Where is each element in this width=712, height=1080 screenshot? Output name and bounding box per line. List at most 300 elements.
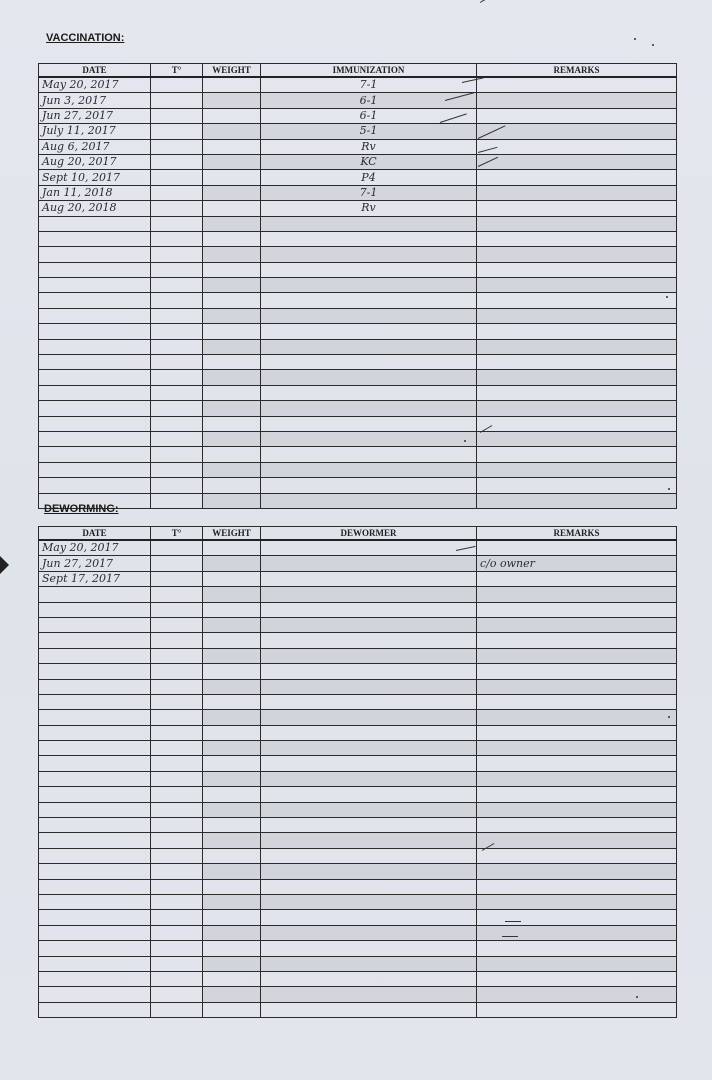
- vaccination-cell-mid: [261, 401, 477, 416]
- vaccination-cell-temp: [151, 462, 203, 477]
- vaccination-cell-temp: [151, 262, 203, 277]
- deworming-header-remarks: REMARKS: [477, 527, 677, 541]
- deworming-cell-temp: [151, 971, 203, 986]
- vaccination-cell-temp: [151, 355, 203, 370]
- deworming-cell-weight: [203, 833, 261, 848]
- vaccination-cell-temp: [151, 154, 203, 169]
- deworming-cell-weight: [203, 971, 261, 986]
- deworming-cell-mid: [261, 587, 477, 602]
- vaccination-cell-date: [39, 447, 151, 462]
- vaccination-row: [39, 124, 677, 139]
- vaccination-cell-weight: [203, 293, 261, 308]
- deworming-cell-temp: [151, 756, 203, 771]
- vaccination-cell-weight: [203, 216, 261, 231]
- deworming-row: [39, 787, 677, 802]
- vaccination-handwritten-date: Aug 20, 2018: [42, 201, 117, 215]
- vaccination-cell-remarks: [477, 139, 677, 154]
- deworming-row: [39, 833, 677, 848]
- vaccination-handwritten-date: May 20, 2017: [42, 78, 119, 92]
- deworming-cell-weight: [203, 771, 261, 786]
- deworming-cell-date: [39, 987, 151, 1002]
- vaccination-cell-temp: [151, 431, 203, 446]
- deworming-cell-temp: [151, 864, 203, 879]
- deworming-cell-weight: [203, 710, 261, 725]
- vaccination-cell-mid: [261, 385, 477, 400]
- vaccination-cell-mid: [261, 370, 477, 385]
- deworming-cell-weight: [203, 925, 261, 940]
- vaccination-cell-temp: [151, 139, 203, 154]
- vaccination-cell-date: [39, 216, 151, 231]
- vaccination-handwritten-date: Jun 27, 2017: [42, 108, 114, 122]
- deworming-cell-temp: [151, 602, 203, 617]
- deworming-cell-weight: [203, 556, 261, 571]
- vaccination-handwritten-immunization: 5-1: [359, 124, 378, 138]
- deworming-cell-date: [39, 864, 151, 879]
- vaccination-cell-date: [39, 462, 151, 477]
- deworming-cell-temp: [151, 679, 203, 694]
- vaccination-cell-weight: [203, 416, 261, 431]
- vaccination-cell-mid: [261, 216, 477, 231]
- deworming-handwritten-date: Sept 17, 2017: [42, 571, 120, 585]
- vaccination-cell-date: [39, 77, 151, 93]
- vaccination-cell-mid: [261, 185, 477, 200]
- deworming-cell-remarks: [477, 633, 677, 648]
- vaccination-cell-date: [39, 324, 151, 339]
- vaccination-handwritten-immunization: P4: [361, 170, 376, 184]
- deworming-cell-mid: [261, 617, 477, 632]
- vaccination-cell-mid: [261, 293, 477, 308]
- deworming-row: [39, 679, 677, 694]
- deworming-cell-remarks: [477, 602, 677, 617]
- vaccination-cell-weight: [203, 355, 261, 370]
- deworming-cell-date: [39, 602, 151, 617]
- deworming-cell-date: [39, 925, 151, 940]
- deworming-cell-mid: [261, 818, 477, 833]
- vaccination-cell-weight: [203, 493, 261, 508]
- deworming-cell-remarks: [477, 710, 677, 725]
- vaccination-row: [39, 93, 677, 108]
- deworming-cell-mid: [261, 956, 477, 971]
- deworming-cell-mid: [261, 802, 477, 817]
- deworming-cell-remarks: [477, 741, 677, 756]
- vaccination-cell-weight: [203, 447, 261, 462]
- deworming-cell-mid: [261, 741, 477, 756]
- deworming-cell-mid: [261, 833, 477, 848]
- deworming-cell-temp: [151, 540, 203, 556]
- deworming-cell-mid: [261, 771, 477, 786]
- vaccination-cell-mid: [261, 447, 477, 462]
- deworming-cell-remarks: [477, 587, 677, 602]
- ink-speck: [666, 296, 668, 298]
- vaccination-handwritten-immunization: 7-1: [359, 78, 378, 92]
- deworming-row: [39, 894, 677, 909]
- vaccination-cell-mid: [261, 139, 477, 154]
- deworming-cell-weight: [203, 694, 261, 709]
- vaccination-handwritten-immunization: Rv: [361, 139, 376, 153]
- vaccination-cell-mid: [261, 416, 477, 431]
- deworming-cell-weight: [203, 848, 261, 863]
- deworming-cell-remarks: [477, 617, 677, 632]
- dash-mark: [480, 0, 491, 3]
- vaccination-handwritten-date: Aug 20, 2017: [42, 155, 117, 169]
- vaccination-cell-date: [39, 170, 151, 185]
- vaccination-cell-remarks: [477, 339, 677, 354]
- deworming-handwritten-date: Jun 27, 2017: [42, 556, 114, 570]
- vaccination-cell-mid: [261, 278, 477, 293]
- deworming-cell-mid: [261, 894, 477, 909]
- vaccination-cell-weight: [203, 185, 261, 200]
- vaccination-cell-temp: [151, 401, 203, 416]
- vaccination-cell-weight: [203, 324, 261, 339]
- deworming-cell-mid: [261, 864, 477, 879]
- deworming-cell-temp: [151, 571, 203, 586]
- deworming-cell-date: [39, 556, 151, 571]
- deworming-cell-mid: [261, 971, 477, 986]
- vaccination-row: [39, 154, 677, 169]
- deworming-row: [39, 987, 677, 1002]
- deworming-row: [39, 633, 677, 648]
- deworming-row: [39, 910, 677, 925]
- deworming-cell-weight: [203, 987, 261, 1002]
- deworming-cell-weight: [203, 725, 261, 740]
- vaccination-cell-temp: [151, 77, 203, 93]
- deworming-row: [39, 664, 677, 679]
- vaccination-row: [39, 231, 677, 246]
- deworming-cell-remarks: [477, 664, 677, 679]
- vaccination-cell-temp: [151, 324, 203, 339]
- vaccination-cell-remarks: [477, 324, 677, 339]
- vaccination-cell-remarks: [477, 77, 677, 93]
- deworming-row: [39, 848, 677, 863]
- deworming-cell-weight: [203, 741, 261, 756]
- vaccination-cell-remarks: [477, 185, 677, 200]
- vaccination-header-row: [39, 64, 677, 78]
- deworming-cell-mid: [261, 725, 477, 740]
- deworming-table: [38, 526, 677, 1018]
- vaccination-row: [39, 139, 677, 154]
- vaccination-cell-temp: [151, 385, 203, 400]
- vaccination-cell-weight: [203, 108, 261, 123]
- deworming-cell-temp: [151, 556, 203, 571]
- deworming-cell-temp: [151, 956, 203, 971]
- deworming-cell-temp: [151, 741, 203, 756]
- deworming-cell-remarks: [477, 864, 677, 879]
- vaccination-cell-remarks: [477, 262, 677, 277]
- ink-speck: [668, 716, 670, 718]
- deworming-cell-date: [39, 771, 151, 786]
- vaccination-cell-date: [39, 139, 151, 154]
- vaccination-cell-remarks: [477, 370, 677, 385]
- vaccination-cell-temp: [151, 93, 203, 108]
- deworming-cell-temp: [151, 879, 203, 894]
- vaccination-cell-weight: [203, 154, 261, 169]
- vaccination-cell-temp: [151, 170, 203, 185]
- deworming-cell-temp: [151, 833, 203, 848]
- vaccination-row: [39, 478, 677, 493]
- dash-mark: [502, 936, 518, 937]
- vaccination-row: [39, 324, 677, 339]
- vaccination-cell-weight: [203, 170, 261, 185]
- deworming-row: [39, 725, 677, 740]
- deworming-cell-date: [39, 833, 151, 848]
- deworming-cell-weight: [203, 879, 261, 894]
- deworming-cell-temp: [151, 802, 203, 817]
- vaccination-cell-remarks: [477, 431, 677, 446]
- vaccination-cell-temp: [151, 493, 203, 508]
- deworming-row: [39, 540, 677, 556]
- ink-speck: [652, 44, 654, 46]
- deworming-cell-date: [39, 941, 151, 956]
- vaccination-row: [39, 431, 677, 446]
- deworming-row: [39, 879, 677, 894]
- deworming-cell-weight: [203, 617, 261, 632]
- vaccination-cell-remarks: [477, 154, 677, 169]
- deworming-cell-mid: [261, 648, 477, 663]
- deworming-cell-weight: [203, 679, 261, 694]
- vaccination-cell-date: [39, 308, 151, 323]
- deworming-cell-weight: [203, 787, 261, 802]
- deworming-title: DEWORMING:: [44, 503, 119, 515]
- vaccination-cell-weight: [203, 385, 261, 400]
- deworming-cell-temp: [151, 617, 203, 632]
- vaccination-cell-date: [39, 355, 151, 370]
- vaccination-cell-remarks: [477, 124, 677, 139]
- deworming-row: [39, 864, 677, 879]
- vaccination-cell-temp: [151, 216, 203, 231]
- deworming-cell-temp: [151, 633, 203, 648]
- deworming-cell-mid: [261, 879, 477, 894]
- deworming-cell-remarks: [477, 556, 677, 571]
- vaccination-cell-mid: [261, 308, 477, 323]
- deworming-cell-mid: [261, 694, 477, 709]
- deworming-cell-mid: [261, 987, 477, 1002]
- vaccination-row: [39, 355, 677, 370]
- vaccination-cell-date: [39, 93, 151, 108]
- deworming-cell-remarks: [477, 894, 677, 909]
- deworming-cell-temp: [151, 925, 203, 940]
- vaccination-title: VACCINATION:: [46, 32, 125, 44]
- vaccination-row: [39, 447, 677, 462]
- vaccination-row: [39, 416, 677, 431]
- deworming-cell-date: [39, 694, 151, 709]
- vaccination-row: [39, 170, 677, 185]
- vaccination-cell-remarks: [477, 93, 677, 108]
- deworming-cell-date: [39, 879, 151, 894]
- deworming-cell-date: [39, 664, 151, 679]
- deworming-cell-mid: [261, 925, 477, 940]
- vaccination-cell-remarks: [477, 355, 677, 370]
- vaccination-cell-remarks: [477, 462, 677, 477]
- vaccination-cell-weight: [203, 201, 261, 216]
- vaccination-row: [39, 108, 677, 123]
- vaccination-cell-date: [39, 478, 151, 493]
- vaccination-row: [39, 370, 677, 385]
- vaccination-cell-weight: [203, 278, 261, 293]
- vaccination-handwritten-immunization: Rv: [361, 201, 376, 215]
- vaccination-cell-weight: [203, 93, 261, 108]
- deworming-cell-remarks: [477, 879, 677, 894]
- vaccination-cell-weight: [203, 462, 261, 477]
- vaccination-handwritten-date: Jun 3, 2017: [42, 93, 107, 107]
- deworming-cell-mid: [261, 941, 477, 956]
- ink-speck: [668, 488, 670, 490]
- deworming-cell-temp: [151, 787, 203, 802]
- deworming-cell-remarks: [477, 971, 677, 986]
- vaccination-row: [39, 247, 677, 262]
- deworming-cell-date: [39, 587, 151, 602]
- vaccination-cell-weight: [203, 308, 261, 323]
- vaccination-cell-weight: [203, 370, 261, 385]
- deworming-cell-temp: [151, 941, 203, 956]
- deworming-cell-remarks: [477, 679, 677, 694]
- vaccination-cell-temp: [151, 278, 203, 293]
- deworming-cell-temp: [151, 725, 203, 740]
- deworming-cell-mid: [261, 556, 477, 571]
- vaccination-row: [39, 385, 677, 400]
- deworming-cell-temp: [151, 710, 203, 725]
- vaccination-handwritten-immunization: 6-1: [359, 108, 378, 122]
- deworming-cell-date: [39, 910, 151, 925]
- vaccination-row: [39, 308, 677, 323]
- deworming-cell-weight: [203, 602, 261, 617]
- vaccination-cell-temp: [151, 447, 203, 462]
- deworming-cell-date: [39, 571, 151, 586]
- vaccination-cell-date: [39, 231, 151, 246]
- deworming-cell-weight: [203, 571, 261, 586]
- deworming-cell-weight: [203, 818, 261, 833]
- deworming-cell-temp: [151, 987, 203, 1002]
- deworming-cell-mid: [261, 602, 477, 617]
- deworming-cell-date: [39, 633, 151, 648]
- vaccination-cell-weight: [203, 77, 261, 93]
- vaccination-header-remarks: REMARKS: [477, 64, 677, 78]
- vaccination-cell-date: [39, 262, 151, 277]
- deworming-cell-remarks: [477, 571, 677, 586]
- deworming-cell-date: [39, 894, 151, 909]
- deworming-cell-weight: [203, 864, 261, 879]
- vaccination-cell-weight: [203, 339, 261, 354]
- deworming-cell-remarks: [477, 725, 677, 740]
- deworming-cell-date: [39, 1002, 151, 1017]
- deworming-cell-date: [39, 617, 151, 632]
- vaccination-cell-date: [39, 185, 151, 200]
- deworming-cell-remarks: [477, 802, 677, 817]
- vaccination-row: [39, 339, 677, 354]
- vaccination-header-weight: WEIGHT: [203, 64, 261, 78]
- deworming-cell-remarks: [477, 771, 677, 786]
- deworming-cell-mid: [261, 664, 477, 679]
- vaccination-cell-remarks: [477, 401, 677, 416]
- deworming-cell-temp: [151, 771, 203, 786]
- deworming-cell-date: [39, 679, 151, 694]
- vaccination-cell-remarks: [477, 308, 677, 323]
- vaccination-cell-weight: [203, 124, 261, 139]
- deworming-cell-temp: [151, 1002, 203, 1017]
- vaccination-cell-weight: [203, 247, 261, 262]
- deworming-row: [39, 694, 677, 709]
- deworming-row: [39, 802, 677, 817]
- ink-speck: [464, 440, 466, 442]
- vaccination-cell-temp: [151, 339, 203, 354]
- deworming-cell-mid: [261, 633, 477, 648]
- deworming-cell-mid: [261, 848, 477, 863]
- vaccination-cell-date: [39, 154, 151, 169]
- vaccination-cell-mid: [261, 170, 477, 185]
- vaccination-cell-temp: [151, 201, 203, 216]
- vaccination-cell-date: [39, 278, 151, 293]
- vaccination-cell-temp: [151, 370, 203, 385]
- vaccination-cell-temp: [151, 293, 203, 308]
- deworming-cell-remarks: [477, 910, 677, 925]
- deworming-cell-temp: [151, 848, 203, 863]
- vaccination-cell-date: [39, 247, 151, 262]
- deworming-cell-date: [39, 710, 151, 725]
- ink-speck: [634, 38, 636, 40]
- vaccination-row: [39, 493, 677, 508]
- deworming-cell-remarks: [477, 925, 677, 940]
- deworming-cell-date: [39, 756, 151, 771]
- vaccination-cell-temp: [151, 231, 203, 246]
- vaccination-header-immunization: IMMUNIZATION: [261, 64, 477, 78]
- deworming-row: [39, 771, 677, 786]
- deworming-handwritten-remarks: c/o owner: [480, 556, 535, 570]
- vaccination-cell-temp: [151, 308, 203, 323]
- deworming-header-date: DATE: [39, 527, 151, 541]
- deworming-cell-temp: [151, 648, 203, 663]
- vaccination-cell-mid: [261, 493, 477, 508]
- deworming-cell-remarks: [477, 694, 677, 709]
- deworming-cell-date: [39, 848, 151, 863]
- deworming-cell-weight: [203, 802, 261, 817]
- vaccination-cell-remarks: [477, 447, 677, 462]
- deworming-cell-date: [39, 956, 151, 971]
- vaccination-cell-mid: [261, 124, 477, 139]
- deworming-cell-date: [39, 725, 151, 740]
- vaccination-cell-temp: [151, 124, 203, 139]
- deworming-row: [39, 556, 677, 571]
- vaccination-row: [39, 77, 677, 93]
- deworming-row: [39, 818, 677, 833]
- vaccination-cell-date: [39, 201, 151, 216]
- deworming-row: [39, 956, 677, 971]
- deworming-cell-weight: [203, 894, 261, 909]
- deworming-row: [39, 971, 677, 986]
- deworming-handwritten-date: May 20, 2017: [42, 541, 119, 555]
- deworming-cell-weight: [203, 633, 261, 648]
- vaccination-cell-mid: [261, 355, 477, 370]
- vaccination-cell-remarks: [477, 201, 677, 216]
- vaccination-row: [39, 185, 677, 200]
- vaccination-cell-remarks: [477, 293, 677, 308]
- deworming-cell-weight: [203, 756, 261, 771]
- vaccination-cell-mid: [261, 431, 477, 446]
- vaccination-cell-mid: [261, 201, 477, 216]
- dash-mark: [505, 921, 521, 922]
- deworming-cell-weight: [203, 1002, 261, 1017]
- vaccination-cell-temp: [151, 108, 203, 123]
- page-edge-tab: [0, 556, 9, 574]
- vaccination-row: [39, 201, 677, 216]
- deworming-cell-weight: [203, 648, 261, 663]
- deworming-row: [39, 1002, 677, 1017]
- deworming-header-temp: T°: [151, 527, 203, 541]
- deworming-cell-remarks: [477, 848, 677, 863]
- vaccination-handwritten-immunization: 7-1: [359, 185, 378, 199]
- deworming-row: [39, 941, 677, 956]
- deworming-cell-remarks: [477, 540, 677, 556]
- deworming-row: [39, 571, 677, 586]
- vaccination-row: [39, 401, 677, 416]
